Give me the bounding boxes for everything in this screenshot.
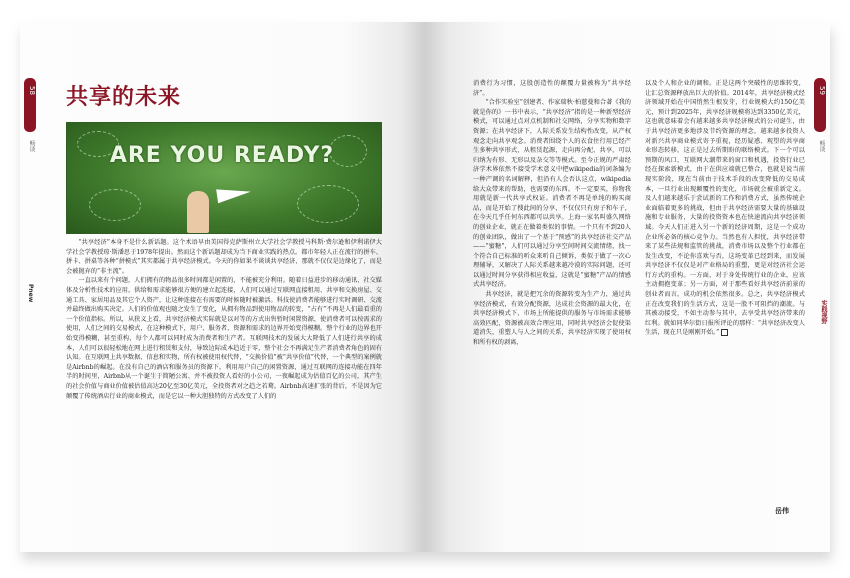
right-column-1 [473, 79, 631, 348]
page-number-left: 58 [28, 86, 36, 95]
left-page [20, 22, 425, 552]
right-page [425, 22, 830, 552]
paragraph: 共享经济，就是把冗余的资源转变为生产力，通过共享经济模式，有效分配资源，达成社会资源的最大化，在共享经济模式下，市场上所能提供的服务与市场需求能够高效匹配，资源被高效合理应用，同时共享经济会促使渠道消失，重塑人与人之间的关系，共享经济实现了使用权和所有权的剥离， [473, 291, 631, 347]
banner-image [66, 122, 382, 234]
side-tag-right: 实践视野 [820, 300, 827, 324]
end-mark-icon [721, 329, 728, 336]
page-number-right: 59 [818, 86, 826, 95]
paragraph [645, 79, 805, 338]
paragraph: “共享经济”本身不是什么新话题。这个术语早由美国得克萨斯州立大学社会学教授马科斯·费尔逊和伊利诺伊大学社会学教授琼·斯潘思于1978年提出。然而这个新话题却成为当下商业实践的热点。都市年轻人正在流行的拼车、拼卡、拼桌等各种“拼模式”其实都属于共享经济模式。今天的你如果不谈谈共享经济，那就不仅仅是边缘化了，而是会被抛弃的“非主流”。 [66, 239, 382, 275]
paragraph: 消费行为习惯，这股创造性的颠覆力量被称为“共享经济”。 [473, 80, 631, 97]
page-tab-right [814, 78, 826, 132]
side-mark-left: Pnew [27, 284, 34, 303]
hand-icon [187, 191, 209, 233]
right-column-2 [645, 79, 805, 338]
doodle-icon [297, 185, 359, 223]
paper-plane-icon [216, 185, 252, 204]
banner-text: ARE YOU READY? [109, 143, 335, 168]
side-label-right: 畅谈 [818, 140, 825, 152]
paragraph-text: 以及个人和企业的调和。正是这两个突破性的思维转变，让汇总资源释放出巨大的价值。2014年，共享经济模式经济领域开始在中国悄然生根发芽，行业规模大约150亿美元，预计到2025年，共享经济规模将达到3350亿美元，这也就意味着会有越来越多共享经济模式的公司诞生，由于共享经济更多地涉及节约资源的理念，越来越多投资人对新兴共享商业模式寄予重视，经历疑惑、观望的共享商业形态转移，这正是过去所期盼的联络模式。下一个可以预期的风口，互联网大潮带来的窗口和机遇，投资行业已经在探索新模式，由于在供应端就已整合，也就是说当前现实阶段，现在当前由于技术手段的改变降低的交易成本，一旦行业出现颠覆性的变化，市场就会被重新定义。及人们越来越乐于尝试新的工作和消费方式，虽然传统企业面临着更多的挑战，但由于共享经济需要大量的基础设施和专业服务，大量的投资资本也在快速流向共享经济领域。今天人们正进入另一个新的经济周期，这是一个成功企业所必备的核心竞争力。当然也有人担忧，共享经济带来了某些法规和监管的挑战，消费市场以及整个行业都在发生改变，不论你喜欢与否，这场变革已经到来，而发展共享经济不仅仅是对产业格局的重塑，更是对经济社会运行方式的重构。一方面，对于身处传统行业的企业，应该主动拥抱变革；另一方面，对于那些看好共享经济前景的创业者而言，成功的机会依然很多。总之，共享经济模式正在改变我们的生活方式，这是一股不可阻挡的潮流。与其被动接受，不如主动参与其中，去享受共享经济带来的红利。就如同华尔街日报所评论的那样：“共享经济改变人生活，现在只是刚刚开始。” [645, 80, 805, 337]
article-title: 共享的未来 [66, 85, 182, 110]
side-label-left: 畅谈 [28, 140, 35, 152]
author-name: 岳伟 [775, 506, 789, 515]
paragraph: “合作实验室”创建者、作家瑞秋·柏慈曼和合著《我的就是你的》一书中表示，“共享经济”指的是一种新型经济模式，可以通过点对点机制和社交网络，分享实物和数字资源；在共享经济下，人际关系发生结构性改变，从产权观念走向共享观念。消费者围绕个人的衣食住行用已经产生多种共享形式，从租赁起源，走向再分配、共享，可以归纳为有形、无形以及杂交等等模式。至今正规的严肃经济学术界依然不接受学术意义中把wikipedia的词条编为一种产调的名词解释，但沿有人会否认这点，wikipedia给大众带来的帮助，也需要的东西。不一定要买，你物我用就是新一代共享式权证。消费者不再是单纯的购买商品，而是开始了搜此间的分享，不仅仅只有房子和车子，在今天几乎任何东西都可以共享。上海一家名叫盛久网络的创业企业，就正在做着类似的事情。一个只有不到20人的创业团队，做出了一个基于“预感”的共享经济社交产品——“蜜糖”，人们可以通过分享空间时间交流情绪，找一个符合自己标准的听众来听自己倾诉，类似于做了一次心理辅导，又解决了人际关系越来越冷漠的实际问题，还可以通过时间分享获得相应收益，这就是“蜜糖”产品的情感式共享经济。 [473, 99, 631, 289]
left-column [66, 238, 382, 401]
doodle-icon [89, 189, 141, 221]
page-tab-left [24, 78, 36, 132]
paragraph: 一直以来有个问题，人们拥有的物品很多时间都是闲置的，不能被充分利用。随着日益进步的移动通讯、社交媒体及分析性技术的应用，供给和需求能够很方便的建立起连接，人们可以通过互联网直接租用、共享和交换房屋、交通工具、家居用品及其它个人资产，让这种连接在有需要的时候随时被激活。科技使消费者能够进行实时调研、交流并最终做出购买决定。人们的价值观也随之发生了变化，从拥有物品到使用物品的转变，“占有”不再是人们最看重的一个价值指标。所以，从狭义上看，共享经济模式实际就是以对等的方式出售暂时闲置资源，使消费者可以按需求的使用，人们之间的交易模式，在这种模式下，用户、服务者、资源和需求的边界开始变得模糊。整个行业的边界也开始变得模糊，甚至重构，每个人都可以同时成为消费者和生产者。互联网技术的发展大大降低了人们进行共享的成本，人们可以很轻松地在网上进行租赁和支付，导致边际成本趋近于零，整个社会不再满足生产者消费者角色的固有认知。在互联网上共享数据、信息和实物，所有权被使用权代替，“交换价值”被“共享价值”代替，一个典型的案例就是Airbnb的崛起。在没有自己的酒店和服务员的资源下，利用用户自己的闲置资源，通过互联网的连接功能在四年半的时间里，Airbnb从一个诞生于简陋公寓、并不被投资人看好的小公司，一夜崛起成为估值百亿的公司，其产生的社会价值与商业价值被估值高达20亿至30亿美元，全投资者对之趋之若鹜。Airbnb高速扩张的背后，不是因为它颠覆了传统酒店行业的商业模式，而是它以一种大胆独特的方式改变了人们的 [66, 277, 382, 400]
